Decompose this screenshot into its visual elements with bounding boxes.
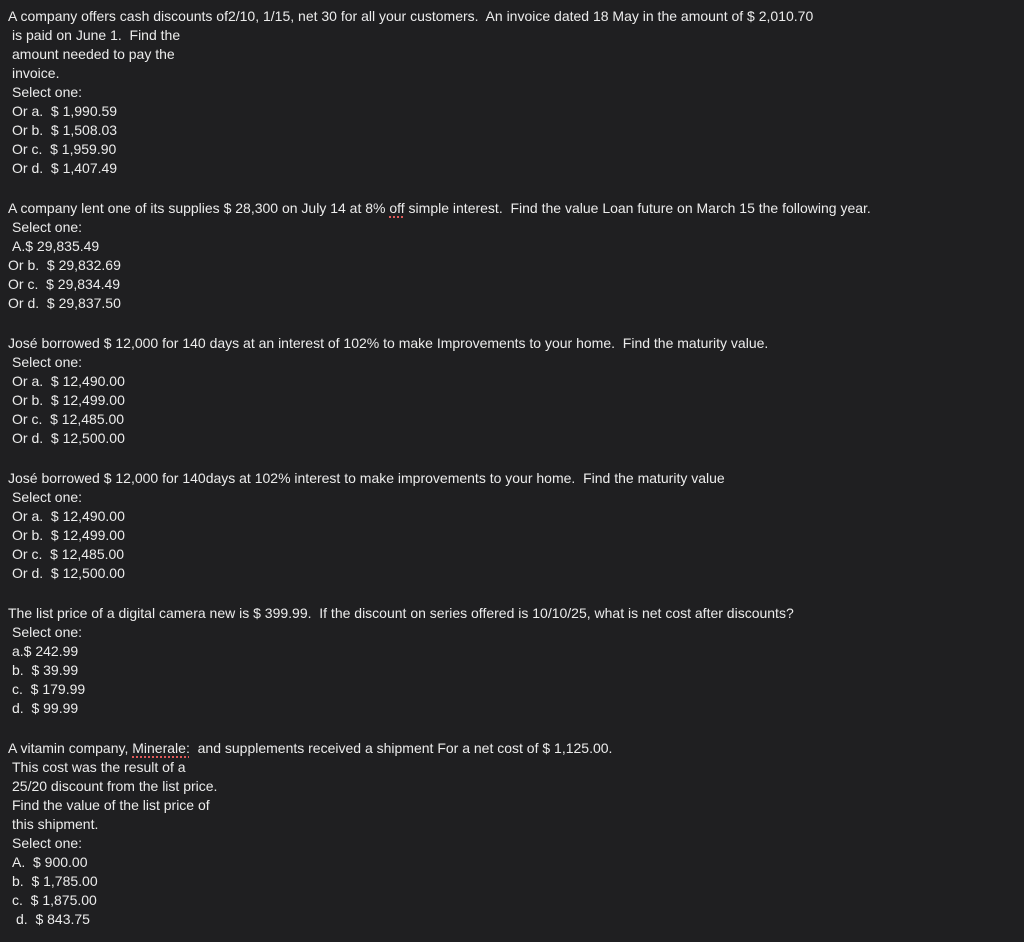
question-2-option-c[interactable]: Or c. $ 29,834.49	[8, 276, 121, 292]
question-5-option-b[interactable]: b. $ 39.99	[12, 662, 79, 678]
question-2-text-end: simple interest. Find the value Loan future on March 15 the following year.	[404, 200, 871, 216]
question-6-line-2: This cost was the result of a	[12, 759, 186, 775]
question-5-option-c[interactable]: c. $ 179.99	[12, 681, 86, 697]
question-3-line-1: José borrowed $ 12,000 for 140 days at an interest of 102% to make Improvements to your home. Find the maturity value.	[8, 335, 769, 351]
question-6-option-d[interactable]: d. $ 843.75	[16, 911, 90, 927]
question-5-option-d[interactable]: d. $ 99.99	[12, 700, 79, 716]
question-4-line-1: José borrowed $ 12,000 for 140days at 102% interest to make improvements to your home. Find the maturity value	[8, 470, 725, 486]
spellcheck-marked-word: off	[389, 200, 405, 216]
question-6-option-b[interactable]: b. $ 1,785.00	[12, 873, 98, 889]
question-1-option-d[interactable]: Or d. $ 1,407.49	[12, 160, 118, 176]
question-1-line-4: invoice.	[12, 65, 60, 81]
question-6-text-end: and supplements received a shipment For a net cost of $ 1,125.00.	[189, 740, 613, 756]
question-5-line-1: The list price of a digital camera new is $ 399.99. If the discount on series offered is 10/10/25, what is net cost after discounts?	[8, 605, 794, 621]
question-6-line-5: this shipment.	[12, 816, 99, 832]
question-4-option-c[interactable]: Or c. $ 12,485.00	[12, 546, 125, 562]
question-1-select-label: Select one:	[12, 84, 83, 100]
question-6-line-1	[8, 739, 612, 758]
question-1-line-3: amount needed to pay the	[12, 46, 175, 62]
question-1-line-1: A company offers cash discounts of2/10, 1/15, net 30 for all your customers. An invoice dated 18 May in the amount of $ 2,010.70	[8, 8, 814, 24]
question-6-option-c[interactable]: c. $ 1,875.00	[12, 892, 97, 908]
question-3-option-a[interactable]: Or a. $ 12,490.00	[12, 373, 125, 389]
question-2-option-a[interactable]: A.$ 29,835.49	[12, 238, 100, 254]
question-2-option-d[interactable]: Or d. $ 29,837.50	[8, 295, 121, 311]
question-6-select-label: Select one:	[12, 835, 83, 851]
question-2-select-label: Select one:	[12, 219, 83, 235]
question-1-line-2: is paid on June 1. Find the	[12, 27, 181, 43]
spellcheck-marked-word: Minerale:	[132, 740, 190, 756]
question-3-select-label: Select one:	[12, 354, 83, 370]
question-6-option-a[interactable]: A. $ 900.00	[12, 854, 88, 870]
question-3-option-c[interactable]: Or c. $ 12,485.00	[12, 411, 125, 427]
question-3-option-b[interactable]: Or b. $ 12,499.00	[12, 392, 125, 408]
question-2-text-start: A company lent one of its supplies $ 28,300 on July 14 at 8%	[8, 200, 390, 216]
question-5-select-label: Select one:	[12, 624, 83, 640]
question-4-select-label: Select one:	[12, 489, 83, 505]
question-6-line-4: Find the value of the list price of	[12, 797, 210, 813]
question-2-option-b[interactable]: Or b. $ 29,832.69	[8, 257, 121, 273]
question-4-option-d[interactable]: Or d. $ 12,500.00	[12, 565, 125, 581]
question-2-line-1	[8, 199, 871, 218]
question-6-text-start: A vitamin company,	[8, 740, 133, 756]
question-4-option-b[interactable]: Or b. $ 12,499.00	[12, 527, 125, 543]
question-1-option-c[interactable]: Or c. $ 1,959.90	[12, 141, 117, 157]
question-6-line-3: 25/20 discount from the list price.	[12, 778, 218, 794]
question-5-option-a[interactable]: a.$ 242.99	[12, 643, 79, 659]
question-4-option-a[interactable]: Or a. $ 12,490.00	[12, 508, 125, 524]
question-3-option-d[interactable]: Or d. $ 12,500.00	[12, 430, 125, 446]
question-1-option-a[interactable]: Or a. $ 1,990.59	[12, 103, 118, 119]
question-1-option-b[interactable]: Or b. $ 1,508.03	[12, 122, 118, 138]
